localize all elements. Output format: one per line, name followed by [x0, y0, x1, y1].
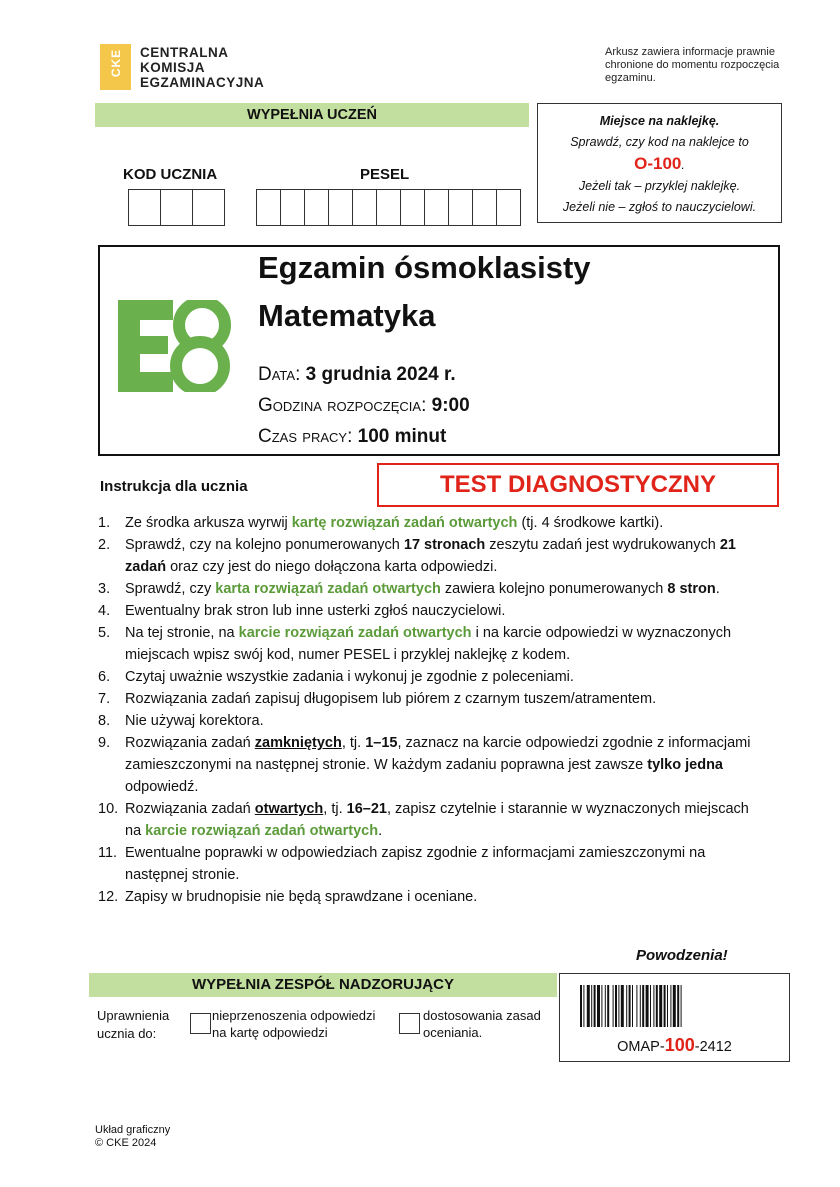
- barcode-code: OMAP-100-2412: [617, 1035, 732, 1055]
- rights-label: Uprawnienia ucznia do:: [97, 1008, 170, 1041]
- cke-logo: [100, 44, 275, 92]
- instruction-item: 7. Rozwiązania zadań zapisuj długopisem lub piórem z czarnym tuszem/atramentem.: [98, 691, 657, 707]
- exam-title: Egzamin ósmoklasisty: [258, 250, 591, 285]
- sticker-area: Miejsce na naklejkę. Sprawdź, czy kod na naklejce to O-100. Jeżeli tak – przyklej naklejkę. Jeżeli nie – zgłoś to nauczycielowi.: [537, 103, 782, 223]
- instruction-item: 9. Rozwiązania zadań zamkniętych, tj. 1–15, zaznacz na karcie odpowiedzi zgodnie z informacjami zamieszczonymi na następnej stronie. W każdym zadaniu poprawna jest zawsze tylko jedna odpowiedź.: [98, 735, 751, 795]
- instruction-item: 8. Nie używaj korektora.: [98, 713, 264, 729]
- instruction-item: 1. Ze środka arkusza wyrwij kartę rozwiązań zadań otwartych (tj. 4 środkowe kartki).: [98, 515, 664, 531]
- supervisor-fill-header: WYPEŁNIA ZESPÓŁ NADZORUJĄCY: [89, 973, 557, 997]
- instruction-item: 2. Sprawdź, czy na kolejno ponumerowanych 17 stronach zeszytu zadań jest wydrukowanych 21 zadań oraz czy jest do niego dołączona karta odpowiedzi.: [98, 537, 736, 575]
- instruction-item: 4. Ewentualny brak stron lub inne usterki zgłoś nauczycielowi.: [98, 603, 506, 619]
- e8-logo-icon: [118, 300, 233, 392]
- instruction-item: 5. Na tej stronie, na karcie rozwiązań zadań otwartych i na karcie odpowiedzi w wyznaczonych miejscach wpisz swój kod, numer PESEL i przyklej naklejkę z kodem.: [98, 625, 732, 663]
- instruction-item: 11. Ewentualne poprawki w odpowiedziach zapisz zgodnie z informacjami zamieszczonymi na następnej stronie.: [98, 845, 706, 883]
- legal-notice: Arkusz zawiera informacje prawnie chronione do momentu rozpoczęcia egzaminu.: [605, 46, 780, 84]
- good-luck-text: Powodzenia!: [636, 947, 728, 964]
- kod-ucznia-label: KOD UCZNIA: [123, 166, 218, 183]
- footer-copyright: Układ graficzny © CKE 2024: [95, 1124, 171, 1149]
- pesel-label: PESEL: [360, 166, 410, 183]
- instructions-title: Instrukcja dla ucznia: [100, 478, 248, 495]
- instruction-item: 3. Sprawdź, czy karta rozwiązań zadań otwartych zawiera kolejno ponumerowanych 8 stron.: [98, 581, 720, 597]
- exam-duration: Czas pracy: 100 minut: [258, 426, 447, 447]
- kod-ucznia-field[interactable]: [129, 189, 225, 226]
- option-no-transfer-label: nieprzenoszenia odpowiedzi na kartę odpowiedzi: [212, 1008, 376, 1040]
- cke-logo-mark: CKE: [100, 44, 131, 90]
- instruction-item: 10. Rozwiązania zadań otwartych, tj. 16–21, zapisz czytelnie i starannie w wyznaczonych miejscach na karcie rozwiązań zadań otwartych.: [98, 801, 749, 839]
- cke-logo-text: CENTRALNA KOMISJA EGZAMINACYJNA: [140, 45, 265, 90]
- checkbox-no-transfer[interactable]: [190, 1013, 211, 1034]
- instruction-item: 12. Zapisy w brudnopisie nie będą sprawdzane i oceniane.: [98, 889, 478, 905]
- test-diagnostic-banner: TEST DIAGNOSTYCZNY: [377, 463, 779, 507]
- instructions-list: [98, 512, 758, 908]
- pesel-field[interactable]: [257, 189, 521, 226]
- option-adjusted-grading-label: dostosowania zasad oceniania.: [423, 1008, 541, 1040]
- sticker-code: O-100: [634, 154, 682, 173]
- barcode-icon: [580, 985, 772, 1027]
- checkbox-adjusted-grading[interactable]: [399, 1013, 420, 1034]
- instruction-item: 6. Czytaj uważnie wszystkie zadania i wykonuj je zgodnie z poleceniami.: [98, 669, 574, 685]
- exam-date: Data: 3 grudnia 2024 r.: [258, 364, 456, 385]
- exam-subject: Matematyka: [258, 298, 436, 333]
- student-fill-header: WYPEŁNIA UCZEŃ: [95, 103, 529, 127]
- barcode-box: [559, 973, 790, 1062]
- exam-start-time: Godzina rozpoczęcia: 9:00: [258, 395, 470, 416]
